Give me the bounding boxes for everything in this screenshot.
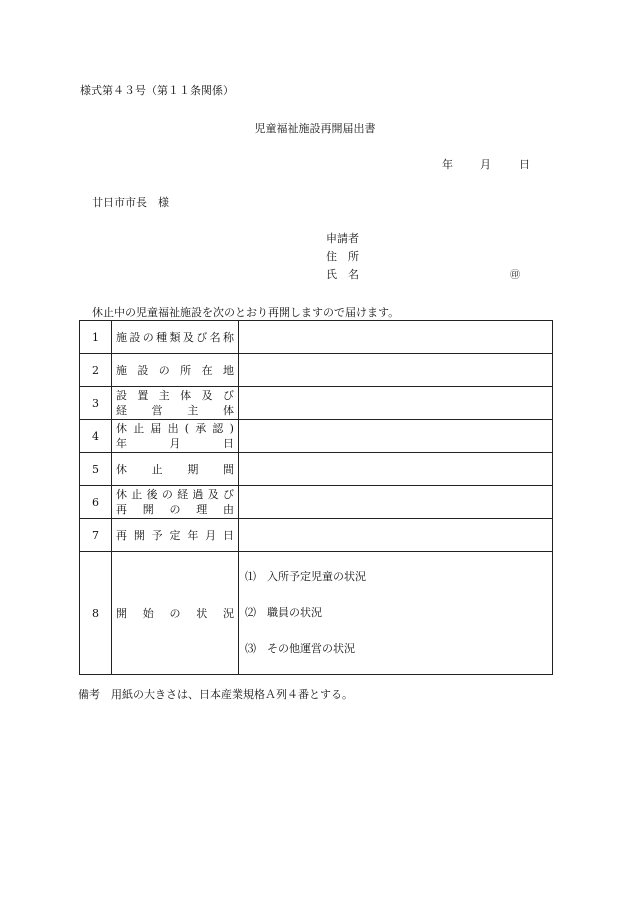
name-label: 氏 名: [326, 268, 359, 281]
label-char: 及: [207, 488, 219, 501]
label-char: 由: [223, 503, 234, 516]
status-item: ⑵ 職員の状況: [245, 606, 322, 619]
table-row: [80, 321, 553, 354]
label-char: 止: [131, 488, 143, 501]
label-char: 休: [116, 462, 127, 476]
status-item: ⑴ 入所予定児童の状況: [245, 570, 366, 583]
label-char: 日: [223, 437, 234, 450]
label-char: 設: [129, 330, 141, 344]
label-char: の: [142, 330, 154, 344]
entry-field[interactable]: [239, 354, 553, 387]
label-char: 開: [116, 606, 127, 620]
label-char: 体: [180, 389, 192, 402]
label-line: [116, 363, 234, 378]
entry-field[interactable]: [239, 486, 553, 519]
row-number: 2: [80, 354, 112, 387]
label-line: [116, 528, 234, 543]
label-char: 地: [222, 363, 234, 377]
label-char: 年: [116, 437, 127, 450]
date-month-label: 月: [480, 158, 491, 171]
form-number: 様式第４３号（第１１条関係）: [80, 84, 234, 97]
label-char: 主: [158, 389, 170, 402]
label-char: 設: [137, 363, 149, 377]
label-char: 認: [212, 422, 224, 435]
label-char: 休: [116, 488, 127, 501]
form-table: [79, 320, 553, 675]
label-char: の: [161, 488, 173, 501]
label-char: 始: [142, 606, 154, 620]
entry-field[interactable]: [239, 453, 553, 486]
label-char: 定: [169, 528, 181, 542]
label-char: 開: [133, 528, 145, 542]
seal-mark: ㊞: [510, 270, 520, 281]
label-line: [116, 330, 234, 345]
label-char: 日: [222, 528, 234, 542]
entry-field[interactable]: [239, 420, 553, 453]
label-char: び: [222, 488, 234, 501]
label-char: 在: [201, 363, 213, 377]
row-label: [112, 321, 239, 354]
label-char: 月: [169, 437, 181, 450]
label-char: 称: [223, 330, 234, 344]
label-char: 及: [201, 389, 213, 402]
row-number: 1: [80, 321, 112, 354]
entry-field[interactable]: [239, 321, 553, 354]
row-label: [112, 453, 239, 486]
label-char: 置: [137, 389, 149, 402]
label-char: 所: [180, 363, 192, 377]
label-char: の: [169, 606, 181, 620]
label-char: 体: [222, 404, 234, 417]
row-number: 5: [80, 453, 112, 486]
label-line: [116, 462, 234, 477]
label-char: 設: [116, 389, 127, 402]
document-title: 児童福祉施設再開届出書: [254, 122, 376, 135]
row-number: 4: [80, 420, 112, 453]
label-char: 類: [169, 330, 181, 344]
entry-field[interactable]: [239, 387, 553, 420]
row-label: [112, 354, 239, 387]
footnote: 備考 用紙の大きさは、日本産業規格Ａ列４番とする。: [78, 688, 353, 701]
label-char: 理: [196, 503, 208, 516]
row-label: [112, 420, 239, 453]
label-char: 経: [116, 404, 127, 417]
label-char: 届: [150, 422, 162, 435]
label-char: 主: [187, 404, 199, 417]
label-line: [116, 403, 234, 418]
status-item: ⑶ その他運営の状況: [245, 642, 355, 655]
table-row: [80, 453, 553, 486]
label-char: 出: [167, 422, 179, 435]
label-char: 営: [151, 404, 163, 417]
label-char: 経: [177, 488, 189, 501]
applicant-block: [326, 230, 359, 284]
addressee: 廿日市市長 様: [92, 196, 169, 209]
label-line: [116, 388, 234, 403]
row-label: [112, 387, 239, 420]
date-day-label: 日: [519, 158, 530, 171]
label-line: [116, 606, 234, 621]
row-number: 7: [80, 519, 112, 552]
label-char: 期: [187, 462, 199, 476]
label-char: 名: [209, 330, 221, 344]
date-line: [442, 156, 530, 172]
label-char: び: [222, 389, 234, 402]
table-row: [80, 486, 553, 519]
table-row: [80, 519, 553, 552]
label-char: 承: [195, 422, 207, 435]
label-char: 止: [151, 462, 163, 476]
address-label: 住 所: [326, 250, 359, 263]
label-char: 年: [187, 528, 199, 542]
row-label: [112, 552, 239, 675]
row-label: [112, 486, 239, 519]
label-char: 開: [142, 503, 154, 516]
label-char: 状: [196, 606, 208, 620]
label-char: 休: [116, 422, 127, 435]
label-char: 施: [116, 363, 127, 377]
label-char: び: [196, 330, 208, 344]
label-char: 及: [182, 330, 194, 344]
label-line: [116, 502, 234, 517]
table-row: [80, 552, 553, 675]
label-char: 間: [222, 462, 234, 476]
label-char: 種: [156, 330, 168, 344]
label-char: 況: [223, 606, 234, 620]
label-line: [116, 421, 234, 436]
label-char: 月: [205, 528, 217, 542]
date-year-label: 年: [442, 158, 453, 171]
label-char: 再: [116, 528, 127, 542]
table-row: [80, 387, 553, 420]
label-char: 予: [151, 528, 163, 542]
label-char: の: [169, 503, 181, 516]
label-char: 後: [146, 488, 158, 501]
row-label: [112, 519, 239, 552]
applicant-label: 申請者: [326, 232, 359, 245]
intro-text: 休止中の児童福祉施設を次のとおり再開しますので届けます。: [92, 306, 400, 319]
label-char: 再: [116, 503, 127, 516]
label-char: 止: [133, 422, 145, 435]
table-row: [80, 354, 553, 387]
label-char: (: [184, 422, 190, 435]
row-number: 6: [80, 486, 112, 519]
label-char: 過: [192, 488, 204, 501]
label-char: 施: [116, 330, 127, 344]
label-char: ): [229, 422, 234, 435]
table-row: [80, 420, 553, 453]
label-line: [116, 487, 234, 502]
row-number: 3: [80, 387, 112, 420]
label-line: [116, 436, 234, 451]
label-char: の: [158, 363, 170, 377]
row-number: 8: [80, 552, 112, 675]
status-entry-cell[interactable]: [239, 552, 553, 675]
entry-field[interactable]: [239, 519, 553, 552]
